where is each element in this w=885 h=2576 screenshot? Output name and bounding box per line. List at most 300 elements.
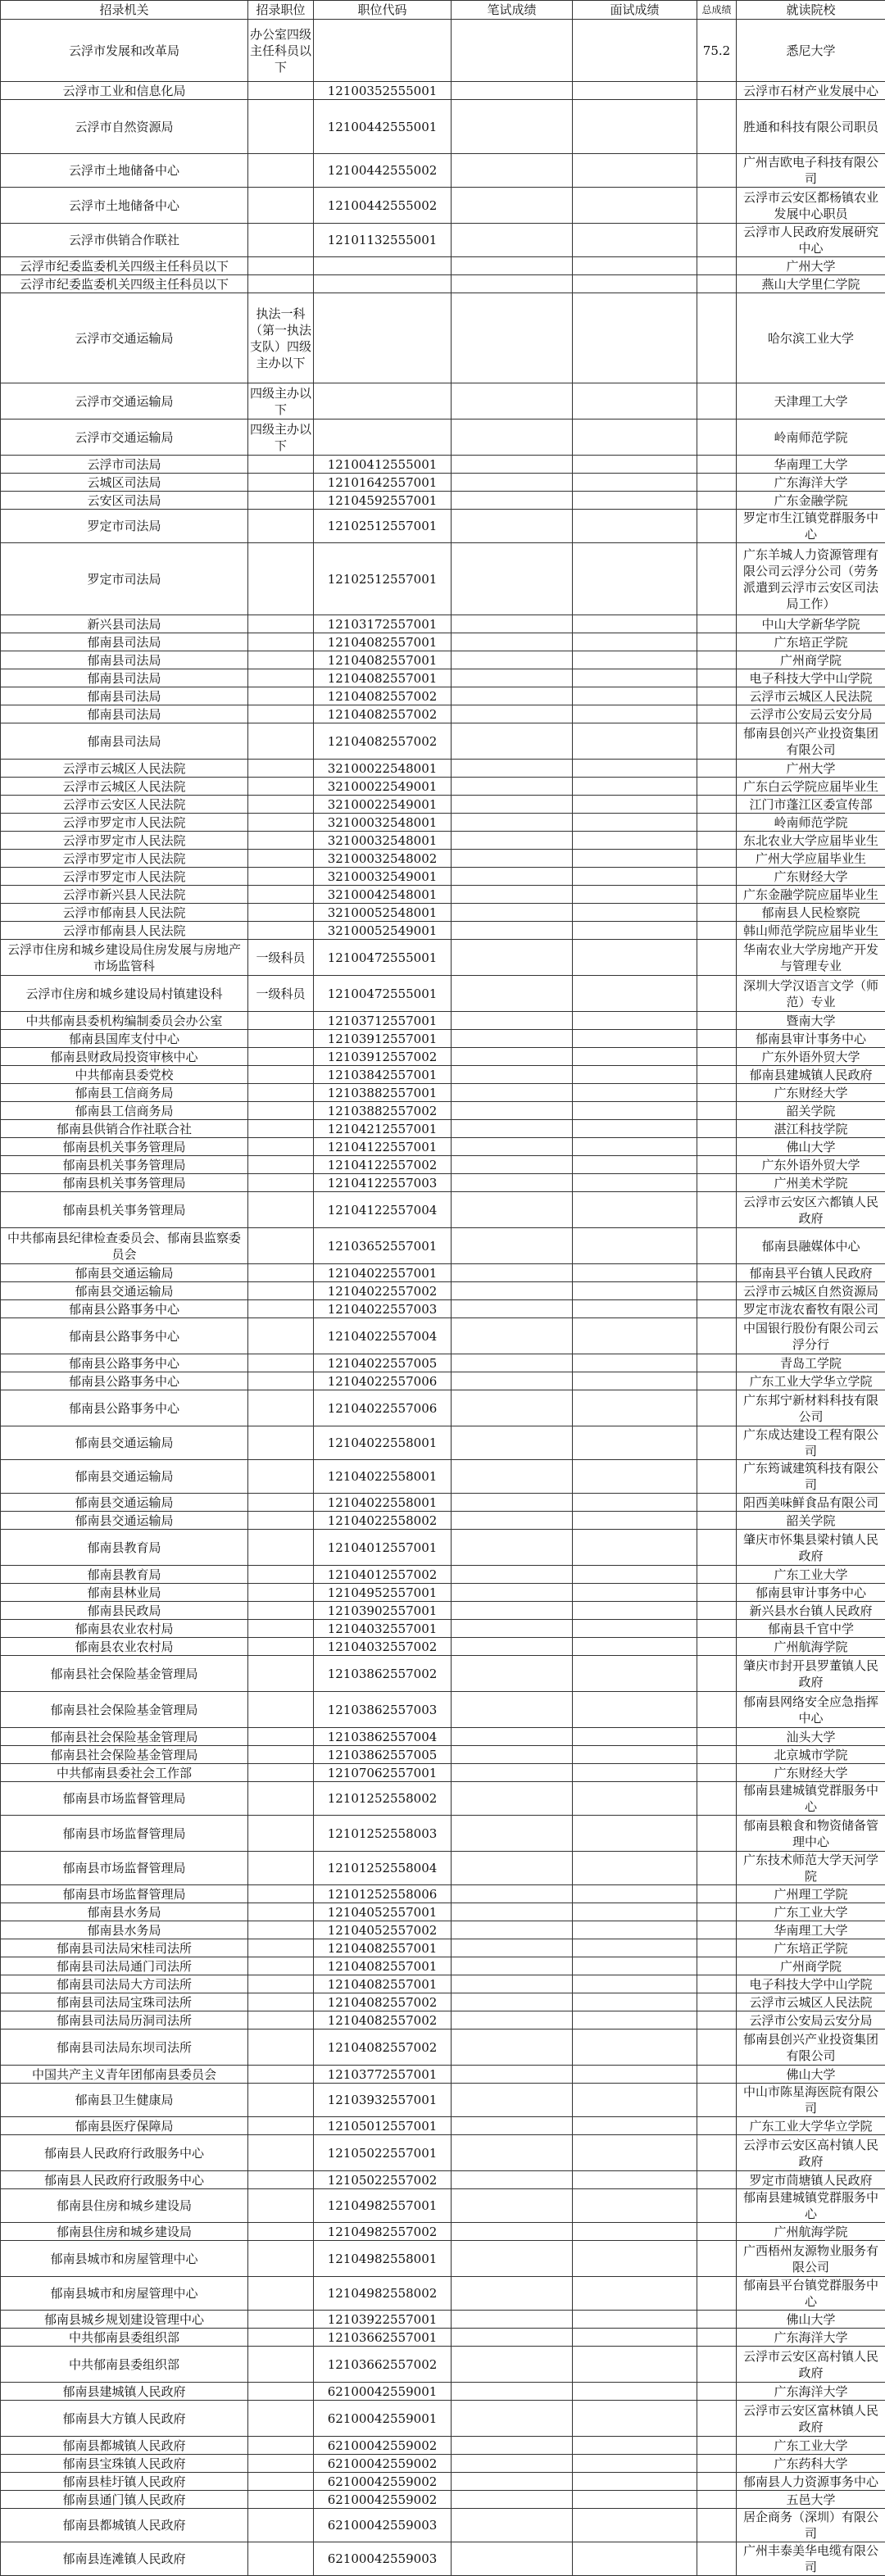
row-interview-score [573, 474, 697, 492]
row-position [248, 188, 314, 224]
table-row [1, 2401, 885, 2437]
row-interview-score [573, 814, 697, 832]
row-org: 郁南县公路事务中心 [1, 1390, 248, 1426]
row-school: 云浮市公安局云安分局 [737, 2011, 885, 2030]
table-row [1, 383, 885, 420]
row-position [248, 2491, 314, 2509]
row-interview-score [573, 1282, 697, 1300]
row-written-score [452, 1390, 573, 1426]
row-position [248, 2171, 314, 2189]
row-written-score [452, 1975, 573, 1993]
row-position [248, 1993, 314, 2011]
row-interview-score [573, 2189, 697, 2223]
row-school: 佛山大学 [737, 1138, 885, 1156]
row-position [248, 1602, 314, 1620]
row-written-score [452, 100, 573, 154]
table-row [1, 1264, 885, 1282]
row-written-score [452, 2542, 573, 2576]
row-school: 韶关学院 [737, 1102, 885, 1120]
row-written-score [452, 2509, 573, 2542]
row-school: 郁南县创兴产业投资集团有限公司 [737, 2030, 885, 2066]
row-code: 12104082557001 [314, 669, 452, 687]
row-school: 中山大学新华学院 [737, 615, 885, 633]
row-interview-score [573, 2241, 697, 2277]
row-code: 12104082557001 [314, 1957, 452, 1975]
row-school: 悉尼大学 [737, 20, 885, 82]
row-total-score [697, 154, 737, 188]
row-interview-score [573, 651, 697, 669]
row-interview-score [573, 615, 697, 633]
row-total-score [697, 2135, 737, 2171]
row-org: 郁南县市场监督管理局 [1, 1816, 248, 1852]
row-total-score [697, 778, 737, 796]
row-written-score [452, 1264, 573, 1282]
row-org: 中共郁南县委党校 [1, 1066, 248, 1084]
table-row [1, 2277, 885, 2311]
table-row [1, 1957, 885, 1975]
row-position [248, 492, 314, 510]
row-org: 罗定市司法局 [1, 510, 248, 543]
row-code: 12101252558004 [314, 1852, 452, 1885]
row-position [248, 1494, 314, 1512]
row-total-score [697, 1318, 737, 1354]
row-written-score [452, 1426, 573, 1460]
row-total-score [697, 940, 737, 976]
row-org: 郁南县机关事务管理局 [1, 1174, 248, 1192]
row-position [248, 1620, 314, 1638]
row-written-score [452, 778, 573, 796]
row-total-score [697, 1102, 737, 1120]
row-code: 12104022557006 [314, 1390, 452, 1426]
row-written-score [452, 2311, 573, 2329]
row-school: 胜通和科技有限公司职员 [737, 100, 885, 154]
row-school: 郁南县人民检察院 [737, 904, 885, 922]
row-position [248, 2329, 314, 2347]
row-written-score [452, 1602, 573, 1620]
row-position [248, 705, 314, 723]
row-written-score [452, 1620, 573, 1638]
row-org: 郁南县交通运输局 [1, 1282, 248, 1300]
row-code: 12104982558001 [314, 2241, 452, 2277]
row-position [248, 1012, 314, 1030]
row-total-score [697, 275, 737, 293]
row-position [248, 1318, 314, 1354]
row-code: 12102512557001 [314, 543, 452, 615]
row-written-score [452, 976, 573, 1012]
row-org: 郁南县住房和城乡建设局 [1, 2189, 248, 2223]
row-written-score [452, 1012, 573, 1030]
row-code: 12104952557001 [314, 1584, 452, 1602]
row-org: 郁南县公路事务中心 [1, 1372, 248, 1390]
row-interview-score [573, 705, 697, 723]
row-interview-score [573, 1228, 697, 1264]
row-written-score [452, 2437, 573, 2455]
table-row [1, 1656, 885, 1692]
row-code: 12105022557001 [314, 2135, 452, 2171]
row-code [314, 383, 452, 420]
table-row [1, 1120, 885, 1138]
table-row [1, 1084, 885, 1102]
row-written-score [452, 723, 573, 760]
table-row [1, 2030, 885, 2066]
row-org: 云浮市纪委监委机关四级主任科员以下 [1, 257, 248, 275]
row-school: 广州理工学院 [737, 1885, 885, 1903]
row-org: 郁南县公路事务中心 [1, 1354, 248, 1372]
row-written-score [452, 1939, 573, 1957]
row-written-score [452, 615, 573, 633]
row-total-score [697, 2473, 737, 2491]
row-school: 广东成达建设工程有限公司 [737, 1426, 885, 1460]
row-code: 12104032557001 [314, 1620, 452, 1638]
row-code: 12103862557003 [314, 1692, 452, 1728]
row-org: 郁南县司法局历洞司法所 [1, 2011, 248, 2030]
row-org: 中共郁南县委机构编制委员会办公室 [1, 1012, 248, 1030]
table-row [1, 2329, 885, 2347]
row-total-score [697, 633, 737, 651]
row-written-score [452, 1512, 573, 1530]
row-school: 燕山大学里仁学院 [737, 275, 885, 293]
row-org: 新兴县司法局 [1, 615, 248, 633]
row-written-score [452, 868, 573, 886]
row-total-score [697, 1885, 737, 1903]
row-school: 广东筠诚建筑科技有限公司 [737, 1460, 885, 1494]
row-code: 12107062557001 [314, 1764, 452, 1782]
row-total-score [697, 1692, 737, 1728]
row-school: 广东金融学院 [737, 492, 885, 510]
row-interview-score [573, 1975, 697, 1993]
row-total-score [697, 1192, 737, 1228]
row-interview-score [573, 1728, 697, 1746]
row-school: 云浮市公安局云安分局 [737, 705, 885, 723]
row-school: 居企商务（深圳）有限公司 [737, 2509, 885, 2542]
row-school: 郁南县建城镇党群服务中心 [737, 2189, 885, 2223]
row-org: 郁南县社会保险基金管理局 [1, 1746, 248, 1764]
row-interview-score [573, 2171, 697, 2189]
row-total-score [697, 1993, 737, 2011]
row-total-score [697, 1782, 737, 1816]
row-total-score [697, 2347, 737, 2383]
row-position [248, 669, 314, 687]
table-row [1, 2509, 885, 2542]
row-total-score [697, 1620, 737, 1638]
row-school: 广东培正学院 [737, 633, 885, 651]
row-position [248, 1282, 314, 1300]
row-code: 62100042559002 [314, 2473, 452, 2491]
table-row [1, 2084, 885, 2117]
row-code: 12103172557001 [314, 615, 452, 633]
row-org: 郁南县水务局 [1, 1921, 248, 1939]
row-code: 32100042548001 [314, 886, 452, 904]
row-code: 12101252558002 [314, 1782, 452, 1816]
row-org: 郁南县农业农村局 [1, 1638, 248, 1656]
row-org: 郁南县桂圩镇人民政府 [1, 2473, 248, 2491]
row-code: 12104052557002 [314, 1921, 452, 1939]
table-row [1, 814, 885, 832]
row-position [248, 1746, 314, 1764]
row-total-score [697, 651, 737, 669]
row-position [248, 2223, 314, 2241]
row-code: 32100032548002 [314, 850, 452, 868]
row-total-score [697, 1746, 737, 1764]
row-org: 郁南县司法局 [1, 633, 248, 651]
row-total-score [697, 2311, 737, 2329]
row-position [248, 2455, 314, 2473]
row-position [248, 1102, 314, 1120]
row-position [248, 1921, 314, 1939]
row-written-score [452, 687, 573, 705]
row-interview-score [573, 1816, 697, 1852]
table-row [1, 1174, 885, 1192]
table-row [1, 2223, 885, 2241]
table-row [1, 1746, 885, 1764]
row-written-score [452, 1656, 573, 1692]
row-org: 罗定市司法局 [1, 543, 248, 615]
row-org: 郁南县交通运输局 [1, 1460, 248, 1494]
row-school: 广东技术师范大学天河学院 [737, 1852, 885, 1885]
row-org: 云浮市土地储备中心 [1, 154, 248, 188]
row-position [248, 1512, 314, 1530]
row-org: 云浮市司法局 [1, 456, 248, 474]
row-school: 广州大学应届毕业生 [737, 850, 885, 868]
row-interview-score [573, 2011, 697, 2030]
row-code: 12104022557003 [314, 1300, 452, 1318]
row-org: 云浮市郁南县人民法院 [1, 922, 248, 940]
row-written-score [452, 154, 573, 188]
row-code: 32100032549001 [314, 868, 452, 886]
table-row [1, 723, 885, 760]
row-written-score [452, 1692, 573, 1728]
row-school: 青岛工学院 [737, 1354, 885, 1372]
row-school: 云浮市人民政府发展研究中心 [737, 224, 885, 257]
row-total-score [697, 2171, 737, 2189]
row-org: 郁南县司法局宋桂司法所 [1, 1939, 248, 1957]
row-position [248, 1638, 314, 1656]
row-interview-score [573, 275, 697, 293]
table-row [1, 796, 885, 814]
row-interview-score [573, 2509, 697, 2542]
row-org: 郁南县都城镇人民政府 [1, 2509, 248, 2542]
row-total-score [697, 1638, 737, 1656]
row-total-score [697, 760, 737, 778]
row-interview-score [573, 492, 697, 510]
row-org: 云浮市云安区人民法院 [1, 796, 248, 814]
row-written-score [452, 922, 573, 940]
row-written-score [452, 82, 573, 100]
row-position [248, 82, 314, 100]
table-row [1, 275, 885, 293]
row-written-score [452, 2084, 573, 2117]
row-code: 12104022557001 [314, 1264, 452, 1282]
row-total-score [697, 543, 737, 615]
row-interview-score [573, 1300, 697, 1318]
row-interview-score [573, 1012, 697, 1030]
row-total-score [697, 1957, 737, 1975]
row-interview-score [573, 904, 697, 922]
row-interview-score [573, 1120, 697, 1138]
row-school: 云浮市云安区高村镇人民政府 [737, 2347, 885, 2383]
row-code: 12103862557004 [314, 1728, 452, 1746]
row-org: 郁南县机关事务管理局 [1, 1192, 248, 1228]
row-code: 12104082557002 [314, 2030, 452, 2066]
row-school: 广东邦宁新材料科技有限公司 [737, 1390, 885, 1426]
row-total-score [697, 492, 737, 510]
row-org: 郁南县工信商务局 [1, 1084, 248, 1102]
row-school: 云浮市云城区人民法院 [737, 687, 885, 705]
row-position [248, 723, 314, 760]
row-written-score [452, 2473, 573, 2491]
row-written-score [452, 2329, 573, 2347]
row-code: 12104022557004 [314, 1318, 452, 1354]
row-org: 郁南县国库支付中心 [1, 1030, 248, 1048]
table-row [1, 633, 885, 651]
row-position [248, 1120, 314, 1138]
table-row [1, 456, 885, 474]
row-code [314, 293, 452, 383]
row-code: 12103902557001 [314, 1602, 452, 1620]
row-interview-score [573, 1354, 697, 1372]
row-position [248, 850, 314, 868]
row-code: 12104022558001 [314, 1460, 452, 1494]
table-row [1, 1638, 885, 1656]
table-row [1, 1460, 885, 1494]
table-row [1, 1816, 885, 1852]
table-row [1, 2311, 885, 2329]
row-org: 郁南县司法局 [1, 651, 248, 669]
row-org: 郁南县教育局 [1, 1530, 248, 1566]
header-interview-score: 面试成绩 [573, 1, 697, 20]
row-total-score [697, 456, 737, 474]
row-code: 12104082557002 [314, 705, 452, 723]
row-code: 12102512557001 [314, 510, 452, 543]
row-position [248, 904, 314, 922]
row-total-score [697, 1228, 737, 1264]
row-code: 62100042559003 [314, 2509, 452, 2542]
row-position: 四级主办以下 [248, 383, 314, 420]
row-written-score [452, 904, 573, 922]
row-written-score [452, 1228, 573, 1264]
row-interview-score [573, 1852, 697, 1885]
table-row [1, 543, 885, 615]
row-written-score [452, 2223, 573, 2241]
row-total-score [697, 1372, 737, 1390]
row-written-score [452, 633, 573, 651]
row-org: 郁南县通门镇人民政府 [1, 2491, 248, 2509]
row-written-score [452, 1993, 573, 2011]
row-position [248, 1156, 314, 1174]
row-written-score [452, 940, 573, 976]
row-total-score [697, 82, 737, 100]
row-school: 广东培正学院 [737, 1939, 885, 1957]
row-written-score [452, 456, 573, 474]
row-code: 32100052548001 [314, 904, 452, 922]
table-row [1, 2117, 885, 2135]
row-school: 广东金融学院应届毕业生 [737, 886, 885, 904]
row-total-score [697, 1816, 737, 1852]
row-total-score [697, 1012, 737, 1030]
row-org: 郁南县司法局宝珠司法所 [1, 1993, 248, 2011]
table-row [1, 1764, 885, 1782]
row-written-score [452, 2383, 573, 2401]
row-org: 郁南县大方镇人民政府 [1, 2401, 248, 2437]
row-position [248, 886, 314, 904]
row-org: 郁南县司法局 [1, 669, 248, 687]
row-org: 郁南县工信商务局 [1, 1102, 248, 1120]
row-org: 郁南县教育局 [1, 1566, 248, 1584]
table-row [1, 1975, 885, 1993]
row-position [248, 2542, 314, 2576]
row-total-score [697, 832, 737, 850]
row-school: 岭南师范学院 [737, 814, 885, 832]
row-school: 阳西美味鲜食品有限公司 [737, 1494, 885, 1512]
row-total-score [697, 1354, 737, 1372]
row-total-score [697, 814, 737, 832]
row-school: 中山市陈星海医院有限公司 [737, 2084, 885, 2117]
row-interview-score [573, 82, 697, 100]
row-position [248, 275, 314, 293]
row-position [248, 832, 314, 850]
row-school: 罗定市生江镇党群服务中心 [737, 510, 885, 543]
row-position [248, 1390, 314, 1426]
row-position [248, 1566, 314, 1584]
row-written-score [452, 2011, 573, 2030]
table-row [1, 1030, 885, 1048]
table-row [1, 669, 885, 687]
row-total-score [697, 2401, 737, 2437]
table-row [1, 687, 885, 705]
row-org: 郁南县人民政府行政服务中心 [1, 2135, 248, 2171]
table-row [1, 1993, 885, 2011]
row-org: 郁南县司法局 [1, 687, 248, 705]
row-interview-score [573, 20, 697, 82]
row-org: 郁南县交通运输局 [1, 1426, 248, 1460]
header-position: 招录职位 [248, 1, 314, 20]
row-total-score [697, 2084, 737, 2117]
row-written-score [452, 510, 573, 543]
row-position [248, 868, 314, 886]
row-total-score [697, 2437, 737, 2455]
row-school: 郁南县人力资源事务中心 [737, 2473, 885, 2491]
row-code [314, 275, 452, 293]
row-code: 12103882557001 [314, 1084, 452, 1102]
row-code: 32100022548001 [314, 760, 452, 778]
row-org: 郁南县卫生健康局 [1, 2084, 248, 2117]
row-interview-score [573, 257, 697, 275]
row-org: 郁南县都城镇人民政府 [1, 2437, 248, 2455]
row-total-score [697, 2455, 737, 2473]
row-position [248, 2347, 314, 2383]
table-row [1, 1300, 885, 1318]
row-org: 郁南县社会保险基金管理局 [1, 1728, 248, 1746]
row-org: 云浮市罗定市人民法院 [1, 832, 248, 850]
row-interview-score [573, 1530, 697, 1566]
row-position [248, 2117, 314, 2135]
table-row [1, 293, 885, 383]
row-code: 12103922557001 [314, 2311, 452, 2329]
row-position [248, 760, 314, 778]
row-total-score [697, 904, 737, 922]
row-total-score [697, 1852, 737, 1885]
row-interview-score [573, 1584, 697, 1602]
row-written-score [452, 832, 573, 850]
row-interview-score [573, 1512, 697, 1530]
table-row [1, 224, 885, 257]
row-interview-score [573, 100, 697, 154]
row-position [248, 2383, 314, 2401]
row-school: 广东工业大学华立学院 [737, 2117, 885, 2135]
row-org: 云浮市住房和城乡建设局住房发展与房地产市场监管科 [1, 940, 248, 976]
row-written-score [452, 1816, 573, 1852]
row-interview-score [573, 850, 697, 868]
